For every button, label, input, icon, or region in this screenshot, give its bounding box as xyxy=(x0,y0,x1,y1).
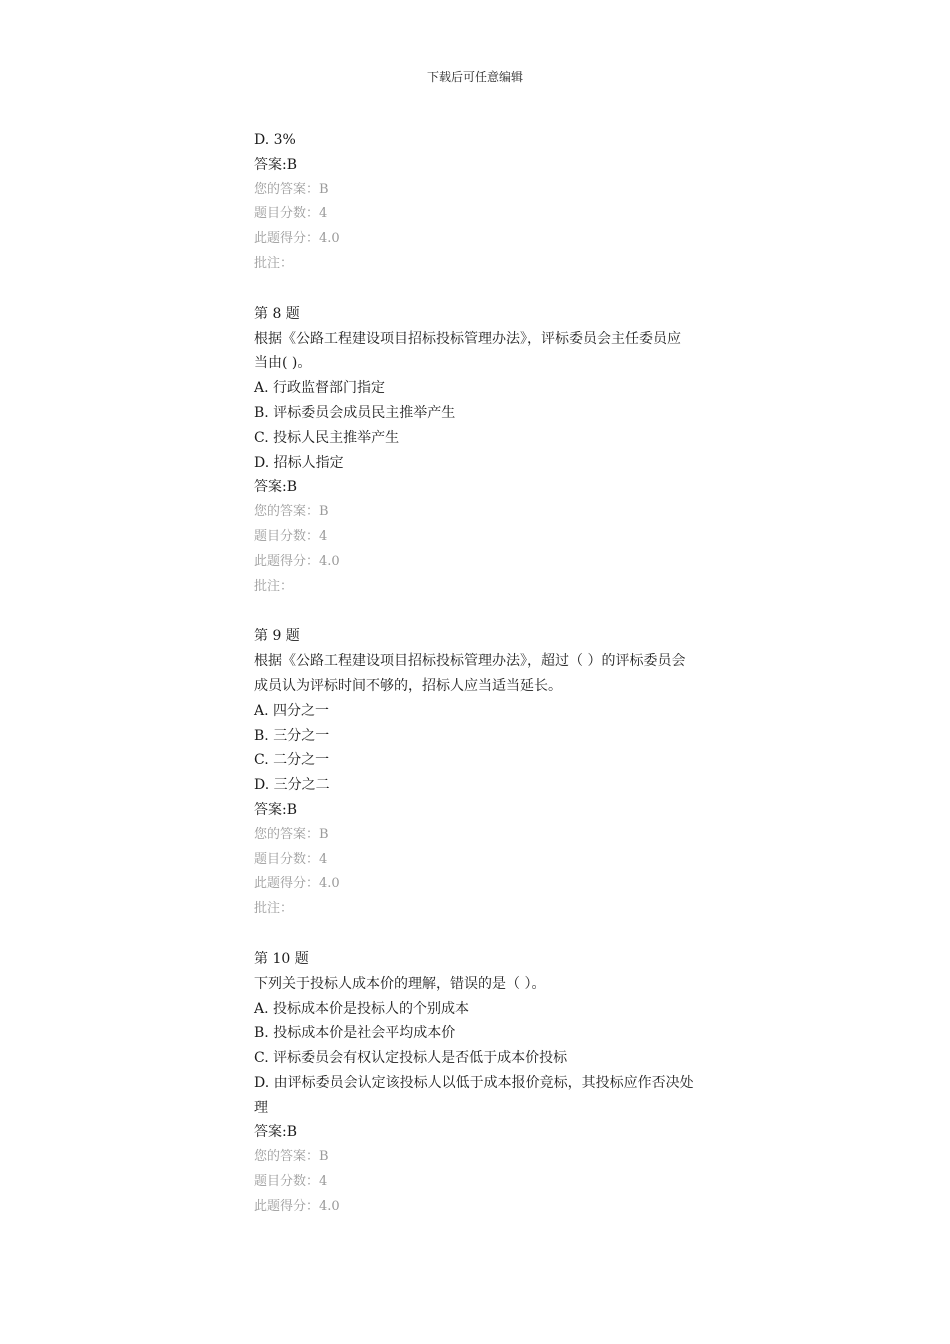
question-stem: 根据《公路工程建设项目招标投标管理办法》，超过（ ）的评标委员会成员认为评标时间不够的，招标人应当适当延长。 xyxy=(254,653,686,694)
answer: 答案:B xyxy=(254,156,298,173)
your-answer: 您的答案：B xyxy=(254,504,329,520)
option-a: A. 四分之一 xyxy=(254,702,330,719)
question-title: 第 10 题 xyxy=(254,950,309,967)
option-d: D. 三分之二 xyxy=(254,777,330,794)
earned-score: 此题得分：4.0 xyxy=(254,553,340,569)
question-title: 第 8 题 xyxy=(254,305,300,322)
your-answer: 您的答案：B xyxy=(254,826,329,842)
question-title: 第 9 题 xyxy=(254,628,300,645)
question-stem: 根据《公路工程建设项目招标投标管理办法》，评标委员会主任委员应当由( )。 xyxy=(254,330,681,372)
answer: 答案:B xyxy=(254,479,298,496)
question-8 xyxy=(254,302,694,600)
question-score: 题目分数：4 xyxy=(254,851,328,867)
question-9 xyxy=(254,624,694,922)
option-d: D. 由评标委员会认定该投标人以低于成本报价竞标，其投标应作否决处理 xyxy=(254,1074,694,1116)
your-answer: 您的答案：B xyxy=(254,181,329,197)
answer: 答案:B xyxy=(254,1124,298,1141)
comment: 批注： xyxy=(254,255,294,271)
option-c: C. 二分之一 xyxy=(254,752,330,769)
earned-score: 此题得分：4.0 xyxy=(254,876,340,892)
question-score: 题目分数：4 xyxy=(254,206,328,222)
option-d: D. 3% xyxy=(254,132,296,148)
answer: 答案:B xyxy=(254,801,298,818)
option-b: B. 三分之一 xyxy=(254,727,330,744)
option-c: C. 评标委员会有权认定投标人是否低于成本价投标 xyxy=(254,1050,568,1067)
question-score: 题目分数：4 xyxy=(254,1174,328,1190)
question-10 xyxy=(254,947,694,1220)
option-a: A. 行政监督部门指定 xyxy=(254,380,386,397)
option-a: A. 投标成本价是投标人的个别成本 xyxy=(254,1000,470,1017)
question-stem: 下列关于投标人成本价的理解，错误的是（ ）。 xyxy=(254,975,546,992)
page-header: 下载后可任意编辑 xyxy=(426,70,523,84)
option-d: D. 招标人指定 xyxy=(254,454,344,471)
question-score: 题目分数：4 xyxy=(254,528,328,544)
document-body xyxy=(254,128,694,1220)
earned-score: 此题得分：4.0 xyxy=(254,231,340,247)
comment: 批注： xyxy=(254,578,294,594)
option-b: B. 评标委员会成员民主推举产生 xyxy=(254,404,456,421)
option-b: B. 投标成本价是社会平均成本价 xyxy=(254,1025,456,1042)
question-7-tail xyxy=(254,128,694,277)
your-answer: 您的答案：B xyxy=(254,1149,329,1165)
comment: 批注： xyxy=(254,901,294,917)
option-c: C. 投标人民主推举产生 xyxy=(254,429,400,446)
earned-score: 此题得分：4.0 xyxy=(254,1198,340,1214)
